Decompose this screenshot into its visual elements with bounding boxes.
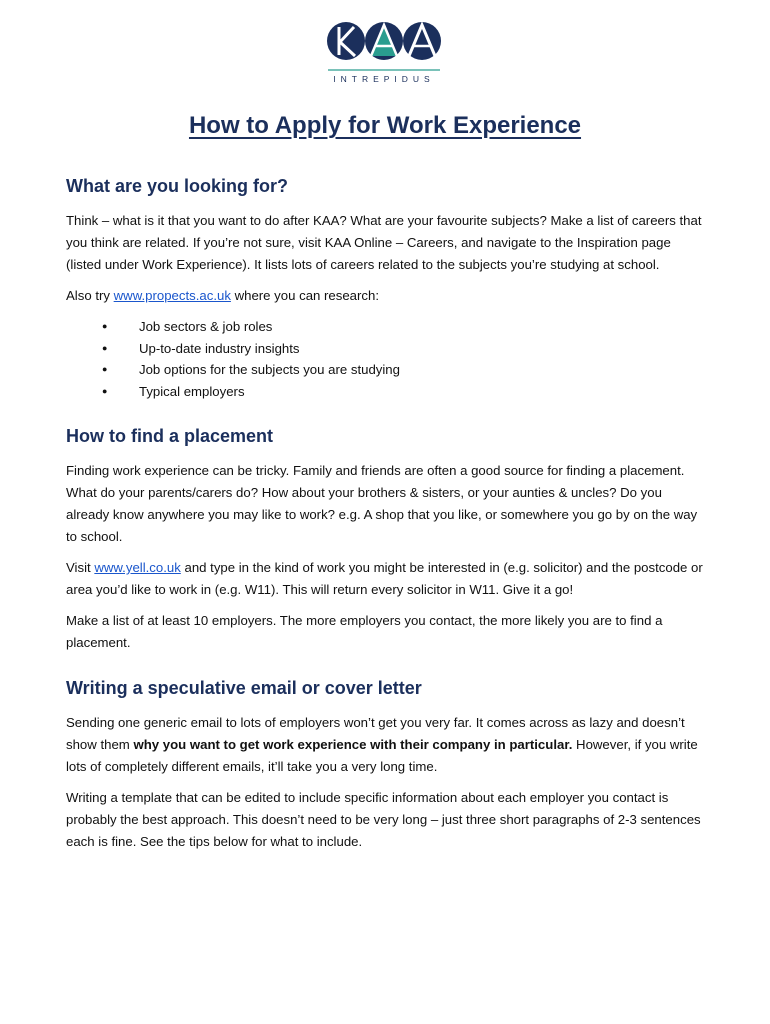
document-body <box>66 172 706 853</box>
kaa-logo <box>326 20 442 88</box>
research-list <box>66 316 706 402</box>
paragraph: Writing a template that can be edited to include specific information about each employer you contact is probably the best approach. This doesn’t need to be very long – just three short paragraphs of 2-3 sentences each is fine. See the tips below for what to include. <box>66 790 701 849</box>
emphasis-text: why you want to get work experience with their company in particular. <box>133 737 573 752</box>
section-heading: What are you looking for? <box>66 176 289 196</box>
paragraph: Sending one generic email to lots of employers won’t get you very far. It comes across as lazy and doesn’t show them why you want to get work experience with their company in particular. However, if you write lots of completely different emails, it’ll take you a very long time. <box>66 715 698 774</box>
kaa-logo-graphic <box>326 20 442 88</box>
paragraph: Think – what is it that you want to do after KAA? What are your favourite subjects? Make a list of careers that you think are related. If you’re not sure, visit KAA Online – Careers, and navigate to the Inspiration page (listed under Work Experience). It lists lots of careers related to the subjects you’re studying at school. <box>66 213 702 272</box>
section-writing-speculative-email <box>66 674 706 853</box>
section-what-are-you-looking-for <box>66 172 706 402</box>
paragraph: Make a list of at least 10 employers. The more employers you contact, the more likely you are to find a placement. <box>66 613 663 650</box>
paragraph: Finding work experience can be tricky. Family and friends are often a good source for finding a placement. What do your parents/carers do? How about your brothers & sisters, or your aunties & uncles? Do you already know anywhere you may like to work? e.g. A shop that you like, or somewhere you go by on the way to school. <box>66 463 698 544</box>
page-title: How to Apply for Work Experience <box>188 112 582 139</box>
propects-link[interactable]: www.propects.ac.uk <box>113 288 231 303</box>
paragraph: Visit www.yell.co.uk and type in the kind of work you might be interested in (e.g. solicitor) and the postcode or area you’d like to work in (e.g. W11). This will return every solicitor in W11. Give it a go! <box>66 560 703 597</box>
logo-tagline: INTREPIDUS <box>333 74 435 84</box>
list-item: ● Job options for the subjects you are studying <box>66 359 706 381</box>
list-item: ● Up-to-date industry insights <box>66 338 706 360</box>
section-heading: Writing a speculative email or cover letter <box>66 678 422 698</box>
section-how-to-find-a-placement <box>66 422 706 654</box>
list-item: ● Job sectors & job roles <box>66 316 706 338</box>
yell-link[interactable]: www.yell.co.uk <box>94 560 181 575</box>
section-heading: How to find a placement <box>66 426 274 446</box>
paragraph: Also try www.propects.ac.uk where you can research: <box>66 288 379 303</box>
list-item: ● Typical employers <box>66 381 706 403</box>
